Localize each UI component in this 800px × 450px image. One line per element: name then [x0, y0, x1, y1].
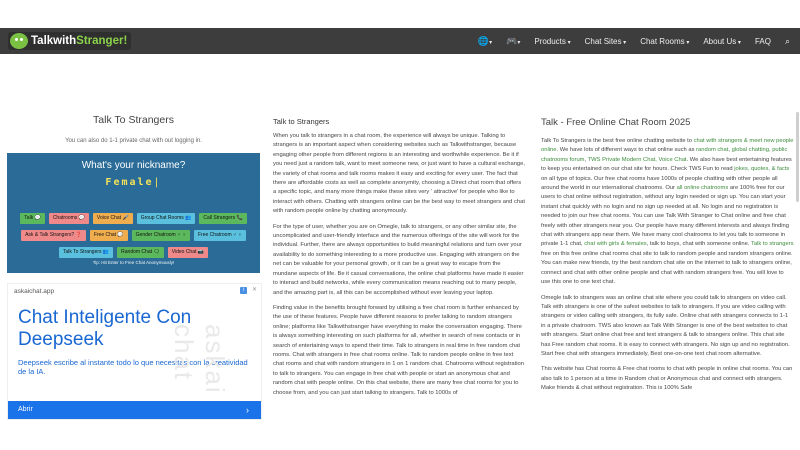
- nickname-input[interactable]: Female |: [7, 177, 260, 188]
- brand-name: TalkwithStranger!: [31, 35, 128, 47]
- inline-text: . We have lots of different ways to chat online such as: [556, 147, 697, 154]
- gamepad-icon[interactable]: 🎮▾: [506, 35, 521, 46]
- right-paragraph: Omegle talk to strangers was an online chat site where you could talk to strangers on video call. Talk with strangers is one of the safest websites to talk to strangers. If you are video calling with strangers or video calling with strangers, its fully safe. Online chat with strangers connects to 1-1 in a private chatroom. TWS also known as Talk With Stranger is one of the best websites to chat with strangers. Start online chat free and text strangers & talk to strangers online. This chat site has Free random chat rooms. It is easy to connect with strangers. No sign up and no registration. Start free chat with strangers immediately, Best one-on-one text chat room alternative.: [541, 294, 790, 357]
- nickname-question: What's your nickname?: [81, 160, 186, 171]
- left-subtitle: You can also do 1-1 private chat with out logging in.: [65, 138, 202, 144]
- inline-text: free on this free online chat rooms chat site to talk to random people and random strangers online. You can make new friends, try the best random chat site on the internet to talk to strangers online, connect and chat with other online people and chat with random strangers free. You will love to use this one to one text chat.: [541, 250, 793, 286]
- chat-option-button[interactable]: Voice Chat 🎤: [93, 213, 133, 224]
- inline-text: . We also have best entertaining features to keep you entertained on our chat site for hours. Check TWS Fun to read: [541, 156, 792, 173]
- chevron-right-icon: ›: [246, 405, 249, 415]
- ad-info-icon[interactable]: i: [240, 287, 247, 294]
- nav-about-us[interactable]: About Us ▾: [703, 37, 741, 46]
- chat-option-button[interactable]: Random Chat 🗨: [117, 247, 164, 258]
- chat-option-button[interactable]: Talk 💬: [20, 213, 45, 224]
- nav-chat-sites[interactable]: Chat Sites ▾: [585, 37, 627, 46]
- chat-option-button[interactable]: Talk To Strangers 👥: [59, 247, 113, 258]
- right-column: [541, 117, 794, 427]
- nav-chat-rooms[interactable]: Chat Rooms ▾: [640, 37, 689, 46]
- left-title: Talk To Strangers: [93, 114, 174, 126]
- middle-column: [273, 117, 525, 427]
- middle-paragraph: For the type of user, whether you are on Omegle, talk to strangers, or any other similar site, the uncomplicated and user-friendly interface and the numerous offerings of the site will work for the individual. Further, there are always opportunities to build meaningful relations and turn over your availability to do something interesting to a more productive use. Engaging with strangers on the net can be valuable for your personal growth, or it can be a great way to escape from the mundane aspects of life. Be it casual conversations, the online chat platforms have made it easier to interact and build networks, while every communication means reaching out to many people, and the amazing part is, all this can be accomplished without ever leaving your laptop.: [273, 223, 524, 296]
- button-row: [7, 230, 260, 241]
- chat-bubble-logo-icon: [10, 33, 28, 49]
- inline-text: are 100% free for our users to chat online without registration, without any login needed or sign up. You can start your instant chat quickly with no login and no sign up needed at all. No login and no registration is needed to join our free chat rooms. You can use Talk With Stranger to Chat online and free chat freely with other strangers near you. Our people have many different interests and always finding chat with strangers app near them. We have many cool chatrooms to let you talk to someone in private 1-1 chat,: [541, 185, 790, 248]
- chat-buttons: [7, 213, 260, 258]
- inline-link[interactable]: random chat: [696, 147, 729, 154]
- middle-paragraph: When you talk to strangers in a chat room, the experience will always be unique. Talking to strangers is an important aspect when considering websites such as Talkwithstranger, because engaging other people from different regions is an interesting and worthwhile experience. Be it if you need just a random talk, want to meet someone new, or just want to have a cultural exchange, the variety of chat rooms and talk rooms makes it easy and exciting for every user. The fact that there are affordable costs as well as complete anonymity, choosing a Direct chat room that offers a specific topic, and many more things make these sites very ' attractive' for people who like to interact with others. Chatting with strangers online can be the best way to meet strangers and chat with random people online by chatting anonymously.: [273, 133, 525, 215]
- ad-host: askaichat.app: [14, 288, 55, 295]
- right-paragraph: This website has Chat rooms & Free chat rooms to chat with people in online chat rooms. You can also talk to 1 person at a time in Random chat or Anonymous chat and connect with strangers. Make friends & chat without registration. This is 100% Safe: [541, 366, 793, 392]
- chat-option-button[interactable]: Free Chatroom ♂ ♀: [194, 230, 246, 241]
- chat-option-button[interactable]: Ask & Talk Strangers? ❓: [21, 230, 86, 241]
- enter-tip: Tip: Hit Enter to Free Chat Anonymously!: [92, 260, 175, 265]
- middle-title: Talk to Strangers: [273, 117, 330, 126]
- close-icon[interactable]: ✕: [251, 287, 257, 293]
- button-row: [7, 213, 260, 224]
- inline-link[interactable]: all online chatrooms: [676, 185, 729, 192]
- scrollbar[interactable]: [796, 112, 799, 202]
- middle-paragraph: Finding value in the benefits brought forward by utilising a free chat room is further enhanced by the use of these features. People have different reasons to prefer talking to random strangers online; platforms like Talkwithstranger have everything to make the conversation engaging. There is always something interesting on such platforms for all, whether in search of new contacts or in search of entertaining ways to spend their time. Talk to strangers in real time in free random chat rooms. Chat with strangers in free chat rooms online. Talk to random people online in free text chat rooms and chat with random strangers in 1 on 1 random chat. Chatrooms without registration to talk to strangers. You can engage in free chat with people or start an anonymous chat and random chat with people online. On this chat website, there are many free chat rooms for you to choose from, and you can just start talking to strangers. Talk to 1000s of: [273, 304, 525, 396]
- navbar: [0, 28, 800, 54]
- site-logo[interactable]: [8, 32, 131, 50]
- inline-link[interactable]: TWS Private Modern Chat, Voice Chat: [587, 156, 687, 163]
- globe-icon[interactable]: 🌐▾: [477, 35, 493, 46]
- top-margin: [0, 0, 800, 28]
- inline-text: Talk To Strangers is the best free online chatting website to: [541, 138, 694, 144]
- ad-headline[interactable]: Chat Inteligente Con Deepseek: [18, 307, 192, 350]
- inline-link[interactable]: chat with girls & females: [584, 241, 647, 248]
- nickname-panel: [7, 153, 260, 273]
- search-icon[interactable]: ⌕: [784, 35, 790, 46]
- left-column: [7, 112, 260, 273]
- ad-open-label: Abrir: [18, 406, 33, 413]
- chat-option-button[interactable]: Free Chat 💬: [90, 230, 128, 241]
- chat-option-button[interactable]: Gender Chatroom ♂ ♀: [132, 230, 190, 241]
- advertisement[interactable]: [7, 283, 262, 420]
- chat-option-button[interactable]: Video Chat 📷: [168, 247, 208, 258]
- ad-watermark: askai chat: [169, 324, 230, 395]
- inline-link[interactable]: chat with strangers & meet new people online: [541, 138, 794, 154]
- right-title: Talk - Free Online Chat Room 2025: [541, 117, 691, 128]
- ad-description: Deepseek escribe al instante todo lo que necesitas con la creatividad de la IA.: [18, 357, 248, 377]
- right-paragraph: [541, 137, 794, 288]
- inline-text: , talk to boys, chat with someone online.: [646, 241, 751, 248]
- chat-option-button[interactable]: Group Chat Rooms 👥: [137, 213, 196, 224]
- inline-text: ,: [728, 147, 732, 154]
- nav-products[interactable]: Products ▾: [534, 37, 570, 46]
- nav-menu: [478, 36, 800, 47]
- inline-link[interactable]: jokes, quotes, & facts: [734, 166, 790, 173]
- button-row: [7, 247, 260, 258]
- chat-option-button[interactable]: Chatrooms 💬: [49, 213, 89, 224]
- ad-open-button[interactable]: [8, 401, 261, 419]
- inline-text: ,: [584, 156, 588, 163]
- inline-link[interactable]: Talk to strangers: [751, 241, 794, 248]
- inline-link[interactable]: global chatting, public chatrooms forum: [541, 147, 788, 163]
- chat-option-button[interactable]: Call Strangers 📞: [199, 213, 246, 224]
- inline-text: on all type of topics. Our free chat rooms have 1000s of people chatting with other people all around the world in our international chatrooms. Our: [541, 175, 778, 192]
- nav-faq[interactable]: FAQ: [754, 36, 771, 46]
